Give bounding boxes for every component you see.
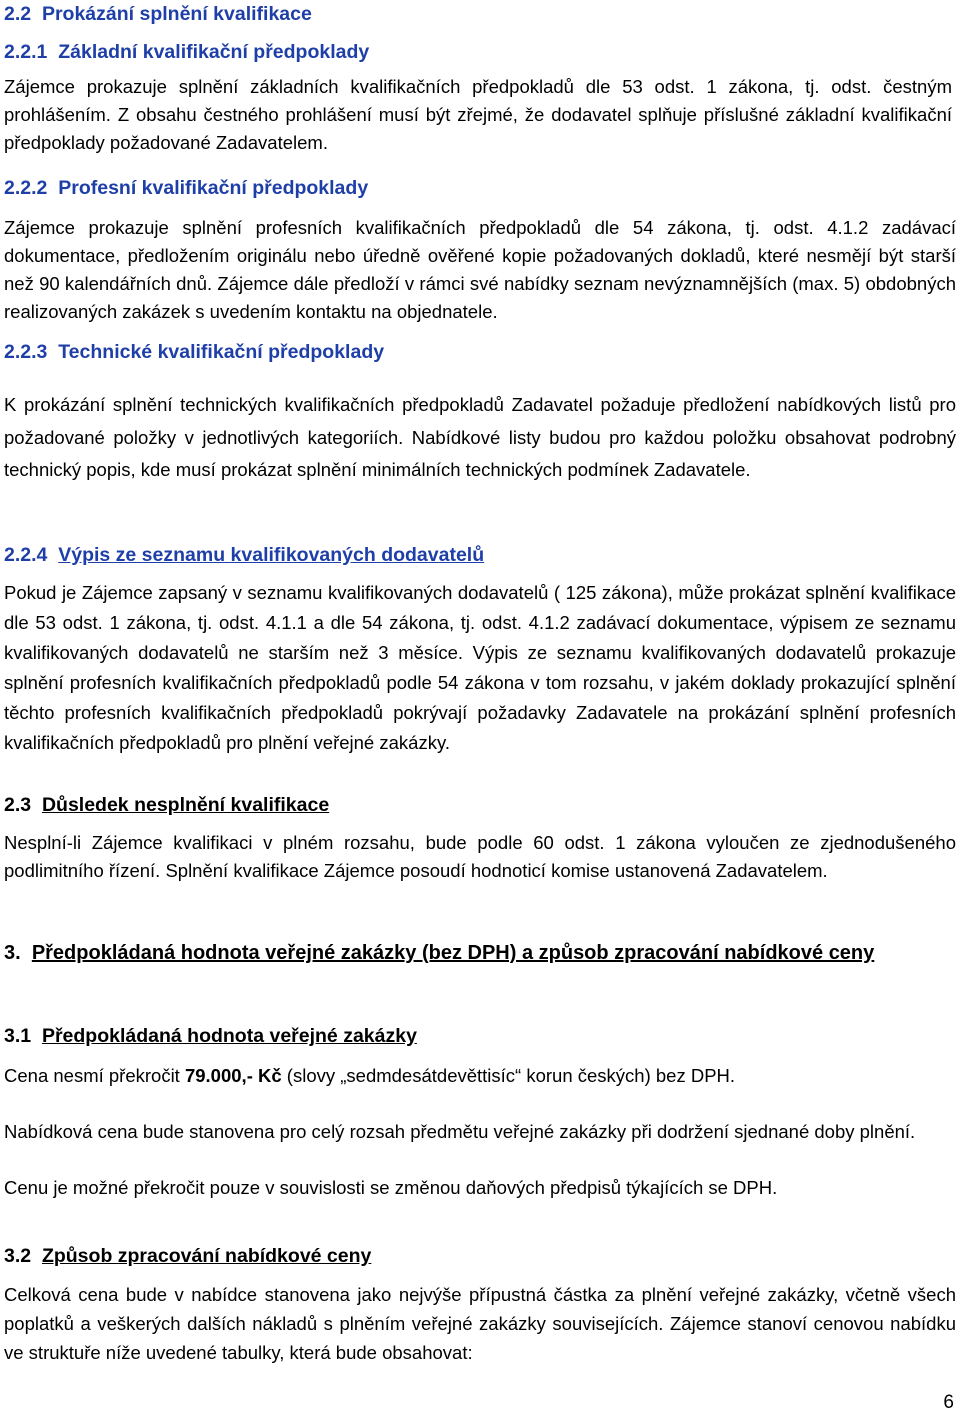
section-number: 3.2 [4, 1245, 32, 1267]
section-2-2-2-heading [4, 174, 956, 202]
section-2-2-1-heading [4, 38, 956, 66]
section-number: 2.2 [4, 3, 32, 25]
section-number: 3.1 [4, 1025, 32, 1047]
section-title: Základní kvalifikační předpoklady [58, 41, 370, 63]
section-3-1-text-2: Nabídková cena bude stanovena pro celý rozsah předmětu veřejné zakázky při dodržení sjednané doby plnění. [4, 1121, 916, 1142]
section-2-2-heading [4, 0, 956, 28]
section-number: 2.2.1 [4, 41, 48, 63]
price-value: 79.000,- Kč [184, 1065, 282, 1086]
section-2-2-4-heading [4, 541, 956, 569]
price-prefix: Cena nesmí překročit [4, 1065, 185, 1086]
section-2-2-4-text: Pokud je Zájemce zapsaný v seznamu kvalifikovaných dodavatelů ( 125 zákona), může prokázat splnění kvalifikace dle 53 odst. 1 zákona, tj. odst. 4.1.1 a dle 54 zákona, tj. odst. 4.1.2 zadávací dokumentace, výpisem ze seznamu kvalifikovaných dodavatelů ne starším než 3 měsíce. Výpis ze seznamu kvalifikovaných dodavatelů prokazuje splnění profesních kvalifikačních předpokladů podle 54 zákona v tom rozsahu, v jakém doklady prokazující splnění těchto profesních kvalifikačních předpokladů pokrývají požadavky Zadavatele na prokázání splnění profesních kvalifikačních předpokladů pro plnění veřejné zakázky. [4, 582, 956, 753]
section-2-3-heading [4, 791, 956, 819]
section-number: 3. [4, 942, 21, 964]
section-2-2-2-text: Zájemce prokazuje splnění profesních kvalifikačních předpokladů dle 54 zákona, tj. odst. 4.1.2 zadávací dokumentace, předložením originálu nebo úředně ověřené kopie požadovaných dokladů, které nesmějí být starší než 90 kalendářních dnů. Zájemce dále předloží v rámci své nabídky seznam nevýznamnějších (max. 5) obdobných realizovaných zakázek s uvedením kontaktu na objednatele. [4, 217, 956, 322]
section-3-2-text: Celková cena bude v nabídce stanovena jako nejvýše přípustná částka za plnění veřejné zakázky, včetně všech poplatků a veškerých dalších nákladů s plněním veřejné zakázky souvisejících. Zájemce stanoví cenovou nabídku ve struktuře níže uvedené tabulky, která bude obsahovat: [4, 1284, 956, 1363]
page-number: 6 [943, 1392, 954, 1413]
section-number: 2.3 [4, 794, 32, 816]
section-3-1-text-3: Cenu je možné překročit pouze v souvislosti se změnou daňových předpisů týkajících se DPH. [4, 1177, 778, 1198]
section-title: Prokázání splnění kvalifikace [41, 3, 312, 25]
price-suffix: (slovy „sedmdesátdevěttisíc“ korun českých) bez DPH. [281, 1065, 736, 1086]
section-title: Technické kvalifikační předpoklady [58, 341, 385, 363]
section-number: 2.2.4 [4, 544, 48, 566]
section-title: Výpis ze seznamu kvalifikovaných dodavatelů [58, 544, 485, 566]
section-3-1-heading [4, 1022, 956, 1050]
section-number: 2.2.3 [4, 341, 48, 363]
section-3-2-heading [4, 1242, 956, 1270]
section-2-2-3-heading [4, 338, 956, 366]
section-title: Důsledek nesplnění kvalifikace [41, 794, 330, 816]
section-2-3-text: Nesplní-li Zájemce kvalifikaci v plném rozsahu, bude podle 60 odst. 1 zákona vyloučen ze zjednodušeného podlimitního řízení. Splnění kvalifikace Zájemce posoudí hodnoticí komise ustanovená Zadavatelem. [4, 832, 956, 881]
section-2-2-1-text: Zájemce prokazuje splnění základních kvalifikačních předpokladů dle 53 odst. 1 zákona, tj. odst. čestným prohlášením. Z obsahu čestného prohlášení musí být zřejmé, že dodavatel splňuje příslušné základní kvalifikační předpoklady požadované Zadavatelem. [4, 76, 952, 153]
section-title: Předpokládaná hodnota veřejné zakázky [41, 1025, 417, 1047]
section-2-2-3-text: K prokázání splnění technických kvalifikačních předpokladů Zadavatel požaduje předložení nabídkových listů pro požadované položky v jednotlivých kategoriích. Nabídkové listy budou pro každou položku obsahovat podrobný technický popis, kde musí prokázat splnění minimálních technických podmínek Zadavatele. [4, 394, 956, 480]
section-title: Profesní kvalifikační předpoklady [58, 177, 369, 199]
section-number: 2.2.2 [4, 177, 48, 199]
section-title: Předpokládaná hodnota veřejné zakázky (bez DPH) a způsob zpracování nabídkové ceny [31, 942, 875, 964]
section-3-heading [4, 939, 956, 967]
price-limit-text [4, 1062, 956, 1090]
section-title: Způsob zpracování nabídkové ceny [41, 1245, 372, 1267]
